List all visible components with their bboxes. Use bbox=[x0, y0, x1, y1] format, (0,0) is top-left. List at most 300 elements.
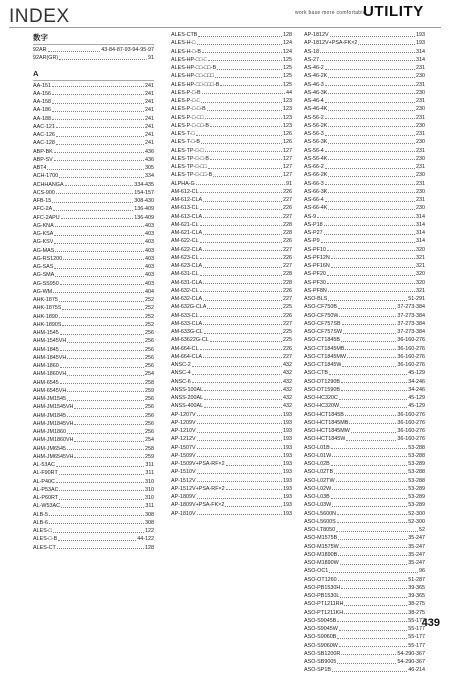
entry-page-ref: 403 bbox=[145, 239, 154, 246]
leader-dots bbox=[205, 151, 282, 152]
entry-model-name: ANSS-400AL bbox=[171, 403, 204, 410]
entry-model-name: AS-46-3 bbox=[304, 81, 324, 88]
entry-page-ref: 241 bbox=[145, 115, 154, 122]
entry-model-name: ASO-CT1845MB bbox=[304, 345, 345, 352]
leader-dots bbox=[203, 234, 282, 235]
leader-dots bbox=[207, 308, 282, 309]
index-entry bbox=[304, 369, 425, 377]
entry-model-name: AM-623-CL bbox=[171, 254, 199, 261]
leader-dots bbox=[74, 424, 144, 425]
leader-dots bbox=[328, 159, 415, 160]
entry-model-name: AS-9 bbox=[304, 213, 316, 220]
index-entry bbox=[304, 642, 425, 650]
leader-dots bbox=[197, 498, 282, 499]
entry-model-name: AS-PF30 bbox=[304, 279, 326, 286]
entry-model-name: AS-56-4K bbox=[304, 155, 328, 162]
index-column-1 bbox=[33, 31, 154, 552]
entry-page-ref: 314 bbox=[416, 238, 425, 245]
entry-model-name: ASO-S9060B bbox=[304, 634, 337, 641]
entry-page-ref: 231 bbox=[416, 114, 425, 121]
index-entry bbox=[304, 56, 425, 64]
entry-model-name: ALES-P-□-□-B bbox=[171, 106, 206, 113]
entry-model-name: AM-621-CLA bbox=[171, 230, 203, 236]
entry-model-name: ALES-TP-□-□ bbox=[171, 147, 204, 154]
entry-page-ref: 432 bbox=[283, 403, 292, 410]
entry-page-ref: 37-273-384 bbox=[397, 320, 425, 327]
leader-dots bbox=[204, 333, 282, 334]
index-column-3 bbox=[304, 31, 425, 675]
index-entry bbox=[304, 196, 425, 204]
entry-page-ref: 403 bbox=[145, 272, 154, 279]
entry-page-ref: 136-409 bbox=[134, 214, 154, 221]
entry-page-ref: 123 bbox=[283, 106, 292, 113]
entry-model-name: AHM-JM1860 bbox=[33, 429, 66, 435]
index-entry bbox=[33, 123, 154, 131]
entry-page-ref: 125 bbox=[283, 81, 292, 88]
index-entry bbox=[33, 238, 154, 246]
entry-model-name: AHM-JM6545VH bbox=[33, 453, 74, 460]
entry-page-ref: 36-160-276 bbox=[397, 345, 425, 352]
leader-dots bbox=[325, 168, 415, 169]
leader-dots bbox=[341, 341, 396, 342]
index-entry bbox=[304, 386, 425, 394]
entry-model-name: AFC-2APU bbox=[33, 214, 60, 221]
entry-page-ref: 259 bbox=[145, 387, 154, 394]
index-entry bbox=[304, 551, 425, 559]
leader-dots bbox=[61, 507, 144, 508]
entry-page-ref: 51-291 bbox=[408, 296, 425, 302]
leader-dots bbox=[340, 597, 407, 598]
entry-page-ref: 256 bbox=[145, 412, 154, 419]
entry-model-name: AM-632G-CLA bbox=[171, 304, 207, 311]
entry-page-ref: 52-300 bbox=[408, 518, 425, 525]
leader-dots bbox=[202, 93, 285, 94]
entry-model-name: AA-151 bbox=[33, 82, 51, 89]
entry-page-ref: 310 bbox=[145, 478, 154, 485]
index-entry bbox=[304, 543, 425, 551]
index-entry bbox=[304, 518, 425, 526]
index-entry bbox=[171, 386, 292, 394]
entry-model-name: ASO-LT8050 bbox=[304, 527, 336, 533]
index-entry bbox=[33, 90, 154, 98]
index-entry bbox=[304, 534, 425, 542]
leader-dots bbox=[325, 184, 415, 185]
entry-model-name: ASO-PT1211RH bbox=[304, 601, 344, 608]
entry-page-ref: 314 bbox=[416, 48, 425, 55]
entry-page-ref: 230 bbox=[416, 205, 425, 212]
index-entry bbox=[304, 221, 425, 229]
entry-page-ref: 44-122 bbox=[137, 536, 154, 543]
leader-dots bbox=[331, 465, 407, 466]
entry-model-name: AHK-1875S bbox=[33, 305, 62, 312]
entry-page-ref: 321 bbox=[416, 254, 425, 261]
entry-page-ref: 256 bbox=[145, 420, 154, 427]
leader-dots bbox=[337, 514, 407, 515]
index-entry bbox=[171, 303, 292, 311]
leader-dots bbox=[201, 143, 282, 144]
entry-model-name: ALES-□ bbox=[33, 528, 52, 534]
index-entry bbox=[171, 163, 292, 171]
index-entry bbox=[33, 214, 154, 222]
leader-dots bbox=[200, 349, 282, 350]
entry-model-name: ASO-CF750B bbox=[304, 304, 337, 311]
entry-page-ref: 126 bbox=[283, 131, 292, 137]
leader-dots bbox=[201, 102, 282, 103]
leader-dots bbox=[338, 539, 407, 540]
index-entry bbox=[171, 411, 292, 419]
leader-dots bbox=[200, 258, 282, 259]
index-entry bbox=[33, 106, 154, 114]
entry-page-ref: 228 bbox=[283, 279, 292, 286]
index-entry bbox=[33, 494, 154, 502]
leader-dots bbox=[200, 209, 282, 210]
leader-dots bbox=[59, 499, 144, 500]
entry-model-name: AP-1512V+PSA-RF×2 bbox=[171, 485, 225, 492]
leader-dots bbox=[67, 400, 144, 401]
entry-model-name: AHK-1890S bbox=[33, 321, 62, 328]
entry-model-name: AAC-121 bbox=[33, 123, 55, 130]
index-entry bbox=[33, 54, 154, 62]
entry-model-name: AG-KNA bbox=[33, 222, 54, 229]
entry-model-name: AM-612-CLA bbox=[171, 197, 203, 203]
index-entry bbox=[33, 354, 154, 362]
leader-dots bbox=[62, 309, 144, 310]
entry-model-name: AA-188 bbox=[33, 115, 51, 122]
index-entry bbox=[33, 362, 154, 370]
entry-page-ref: 256 bbox=[145, 363, 154, 369]
entry-page-ref: 252 bbox=[145, 313, 154, 320]
index-entry bbox=[33, 511, 154, 519]
leader-dots bbox=[204, 399, 282, 400]
entry-page-ref: 125 bbox=[283, 73, 292, 80]
entry-page-ref: 320 bbox=[416, 271, 425, 278]
index-entry bbox=[304, 411, 425, 419]
leader-dots bbox=[339, 399, 407, 400]
entry-page-ref: 53-289 bbox=[408, 494, 425, 500]
index-entry bbox=[304, 262, 425, 270]
entry-page-ref: 256 bbox=[145, 330, 154, 336]
entry-model-name: ALES-TP-□-□□-B bbox=[171, 172, 213, 179]
entry-model-name: ABP-SV bbox=[33, 156, 53, 163]
entry-model-name: ALPHA-G bbox=[171, 180, 195, 187]
index-entry bbox=[304, 270, 425, 278]
index-entry bbox=[171, 237, 292, 245]
leader-dots bbox=[56, 136, 144, 137]
leader-dots bbox=[344, 613, 407, 614]
index-entry bbox=[171, 48, 292, 56]
entry-model-name: AP-1212V bbox=[171, 436, 196, 443]
entry-model-name: AHM-JM6545 bbox=[33, 445, 66, 452]
leader-dots bbox=[197, 415, 282, 416]
leader-dots bbox=[215, 77, 282, 78]
leader-dots bbox=[328, 176, 415, 177]
index-entry bbox=[304, 72, 425, 80]
leader-dots bbox=[56, 144, 144, 145]
leader-dots bbox=[52, 119, 144, 120]
entry-page-ref: 128 bbox=[145, 544, 154, 551]
leader-dots bbox=[200, 291, 282, 292]
index-entry bbox=[171, 270, 292, 278]
index-entry bbox=[33, 263, 154, 271]
index-entry bbox=[304, 378, 425, 386]
entry-page-ref: 123 bbox=[283, 98, 292, 104]
entry-page-ref: 38-275 bbox=[408, 609, 425, 616]
entry-model-name: AS-66-2K bbox=[304, 172, 328, 179]
leader-dots bbox=[60, 383, 144, 384]
entry-page-ref: 320 bbox=[416, 246, 425, 253]
entry-model-name: AM-664-CL bbox=[171, 345, 199, 352]
leader-dots bbox=[337, 621, 407, 622]
leader-dots bbox=[346, 440, 396, 441]
leader-dots bbox=[52, 86, 144, 87]
leader-dots bbox=[325, 151, 415, 152]
entry-page-ref: 314 bbox=[416, 230, 425, 236]
leader-dots bbox=[347, 357, 396, 358]
leader-dots bbox=[54, 268, 144, 269]
section-gap bbox=[33, 63, 154, 67]
entry-model-name: AM-633-CL bbox=[171, 312, 199, 319]
entry-page-ref: 126 bbox=[283, 139, 292, 146]
entry-model-name: AP-1509V bbox=[171, 452, 196, 459]
index-entry bbox=[171, 81, 292, 89]
leader-dots bbox=[197, 423, 282, 424]
leader-dots bbox=[327, 250, 415, 251]
entry-page-ref: 403 bbox=[145, 247, 154, 254]
entry-page-ref: 308 bbox=[145, 511, 154, 518]
entry-model-name: AS-27 bbox=[304, 56, 319, 63]
entry-page-ref: 53-289 bbox=[408, 461, 425, 467]
leader-dots bbox=[320, 52, 415, 53]
entry-page-ref: 225 bbox=[283, 304, 292, 311]
index-entry bbox=[33, 197, 154, 205]
leader-dots bbox=[324, 234, 415, 235]
entry-model-name: ACHHANGA bbox=[33, 181, 64, 188]
entry-page-ref: 403 bbox=[145, 264, 154, 270]
entry-page-ref: 308-430 bbox=[134, 198, 154, 204]
index-entry bbox=[304, 419, 425, 427]
leader-dots bbox=[341, 382, 407, 383]
entry-page-ref: 39-365 bbox=[408, 584, 425, 591]
leader-dots bbox=[67, 375, 144, 376]
leader-dots bbox=[63, 259, 144, 260]
leader-dots bbox=[74, 408, 144, 409]
index-entry bbox=[304, 452, 425, 460]
index-entry bbox=[33, 148, 154, 156]
entry-page-ref: 36-160-276 bbox=[397, 337, 425, 344]
index-entry bbox=[304, 48, 425, 56]
index-entry bbox=[304, 427, 425, 435]
entry-page-ref: 230 bbox=[416, 89, 425, 96]
leader-dots bbox=[226, 489, 282, 490]
index-entry bbox=[304, 435, 425, 443]
entry-page-ref: 226 bbox=[283, 345, 292, 352]
entry-page-ref: 193 bbox=[416, 40, 425, 47]
leader-dots bbox=[328, 143, 415, 144]
entry-page-ref: 252 bbox=[145, 305, 154, 312]
entry-model-name: ASO-HC320C bbox=[304, 395, 338, 401]
leader-dots bbox=[340, 547, 407, 548]
entry-model-name: ACH-1700 bbox=[33, 173, 59, 180]
entry-model-name: AHK-1875 bbox=[33, 297, 58, 303]
entry-model-name: AS-46-3K bbox=[304, 89, 328, 96]
section-rule bbox=[33, 80, 154, 81]
leader-dots bbox=[331, 267, 415, 268]
entry-page-ref: 334 bbox=[145, 173, 154, 180]
entry-page-ref: 256 bbox=[145, 338, 154, 345]
leader-dots bbox=[325, 85, 415, 86]
index-entry bbox=[171, 188, 292, 196]
index-entry bbox=[33, 428, 154, 436]
index-entry bbox=[33, 222, 154, 230]
entry-model-name: AM-631-CL bbox=[171, 271, 199, 278]
leader-dots bbox=[325, 118, 415, 119]
entry-model-name: ASO-OC1 bbox=[304, 568, 329, 575]
entry-model-name: AHM-1845 bbox=[33, 346, 59, 353]
entry-page-ref: 35-247 bbox=[408, 543, 425, 550]
index-entry bbox=[33, 346, 154, 354]
entry-model-name: ASO-S9045W bbox=[304, 626, 338, 632]
leader-dots bbox=[67, 358, 144, 359]
leader-dots bbox=[192, 366, 282, 367]
entry-page-ref: 36-160-276 bbox=[397, 428, 425, 434]
entry-page-ref: 259 bbox=[145, 453, 154, 460]
entry-model-name: ALES-CT bbox=[33, 544, 56, 551]
entry-model-name: ASO-L01B bbox=[304, 444, 330, 451]
leader-dots bbox=[74, 441, 144, 442]
leader-dots bbox=[54, 160, 144, 161]
index-entry bbox=[171, 320, 292, 328]
entry-page-ref: 254 bbox=[145, 371, 154, 378]
entry-page-ref: 230 bbox=[416, 139, 425, 146]
entry-model-name: AP-1810V bbox=[171, 510, 196, 517]
entry-page-ref: 231 bbox=[416, 65, 425, 71]
index-entry bbox=[33, 461, 154, 469]
index-entry bbox=[304, 600, 425, 608]
index-entry bbox=[304, 460, 425, 468]
entry-page-ref: 55-177 bbox=[408, 626, 425, 632]
entry-model-name: ASO-M1575W bbox=[304, 543, 339, 550]
entry-model-name: ALES-HP-□□-□□□ bbox=[171, 73, 214, 80]
entry-model-name: ASO-SP1B bbox=[304, 667, 331, 674]
leader-dots bbox=[345, 415, 397, 416]
leader-dots bbox=[197, 514, 282, 515]
index-entry bbox=[33, 453, 154, 461]
index-entry bbox=[33, 164, 154, 172]
index-entry bbox=[33, 131, 154, 139]
index-entry bbox=[171, 477, 292, 485]
entry-page-ref: 45-129 bbox=[408, 370, 425, 377]
index-entry bbox=[171, 353, 292, 361]
index-entry bbox=[304, 666, 425, 674]
entry-model-name: AS-46-2K bbox=[304, 73, 328, 80]
entry-model-name: ASO-L02TW bbox=[304, 477, 335, 484]
entry-page-ref: 193 bbox=[283, 469, 292, 476]
leader-dots bbox=[58, 540, 136, 541]
entry-page-ref: 403 bbox=[145, 222, 154, 229]
entry-model-name: AA-156 bbox=[33, 90, 51, 97]
leader-dots bbox=[345, 349, 396, 350]
entry-page-ref: 320 bbox=[416, 279, 425, 286]
entry-model-name: AL-W53AC bbox=[33, 503, 60, 510]
entry-model-name: AL-P53AC bbox=[33, 486, 59, 493]
index-entry bbox=[171, 485, 292, 493]
entry-page-ref: 193 bbox=[283, 461, 292, 467]
index-entry bbox=[304, 402, 425, 410]
entry-model-name: AHM-1545 bbox=[33, 330, 59, 336]
entry-page-ref: 124 bbox=[283, 48, 292, 55]
index-entry bbox=[304, 163, 425, 171]
entry-page-ref: 254 bbox=[145, 437, 154, 444]
entry-page-ref: 241 bbox=[145, 107, 154, 114]
entry-model-name: ASO-PB1530L bbox=[304, 593, 340, 599]
leader-dots bbox=[213, 176, 282, 177]
leader-dots bbox=[197, 432, 282, 433]
entry-model-name: AS-18 bbox=[304, 48, 319, 55]
index-entry bbox=[171, 402, 292, 410]
entry-model-name: AM-612-CL bbox=[171, 188, 199, 195]
entry-page-ref: 241 bbox=[145, 90, 154, 97]
leader-dots bbox=[339, 630, 407, 631]
entry-page-ref: 314 bbox=[416, 221, 425, 228]
leader-dots bbox=[204, 390, 282, 391]
leader-dots bbox=[332, 456, 407, 457]
index-entry bbox=[304, 625, 425, 633]
leader-dots bbox=[331, 498, 407, 499]
entry-page-ref: 226 bbox=[283, 254, 292, 261]
leader-dots bbox=[61, 218, 134, 219]
entry-page-ref: 226 bbox=[283, 287, 292, 294]
leader-dots bbox=[217, 69, 282, 70]
entry-model-name: ASO-CTB bbox=[304, 370, 328, 377]
leader-dots bbox=[47, 169, 144, 170]
index-entry bbox=[171, 130, 292, 138]
leader-dots bbox=[337, 663, 396, 664]
leader-dots bbox=[192, 374, 282, 375]
brand-name: UTILITY bbox=[363, 3, 424, 20]
entry-page-ref: 228 bbox=[283, 230, 292, 236]
leader-dots bbox=[205, 118, 282, 119]
entry-model-name: ALES-H-□ bbox=[171, 40, 196, 47]
leader-dots bbox=[331, 448, 407, 449]
index-entry bbox=[33, 205, 154, 213]
entry-page-ref: 321 bbox=[416, 263, 425, 269]
entry-page-ref: 37-273-384 bbox=[397, 312, 425, 319]
leader-dots bbox=[53, 532, 144, 533]
entry-model-name: AS-66-2 bbox=[304, 164, 324, 170]
leader-dots bbox=[203, 300, 282, 301]
entry-model-name: AAC-128 bbox=[33, 140, 55, 147]
leader-dots bbox=[329, 374, 407, 375]
entry-page-ref: 227 bbox=[283, 197, 292, 203]
entry-model-name: ASO-S9045B bbox=[304, 617, 337, 624]
index-entry bbox=[33, 436, 154, 444]
entry-page-ref: 432 bbox=[283, 386, 292, 393]
entry-page-ref: 44 bbox=[286, 89, 292, 96]
entry-page-ref: 334-435 bbox=[134, 181, 154, 188]
leader-dots bbox=[358, 44, 415, 45]
entry-model-name: AHM-JM1845VH bbox=[33, 420, 74, 427]
entry-page-ref: 226 bbox=[283, 205, 292, 212]
entry-page-ref: 53-288 bbox=[408, 477, 425, 484]
entry-page-ref: 91 bbox=[148, 55, 154, 62]
index-entry bbox=[33, 271, 154, 279]
entry-model-name: ASO-CT1845W bbox=[304, 362, 342, 368]
index-entry bbox=[304, 567, 425, 575]
leader-dots bbox=[341, 390, 407, 391]
entry-page-ref: 34-246 bbox=[408, 378, 425, 385]
leader-dots bbox=[332, 671, 407, 672]
leader-dots bbox=[67, 433, 144, 434]
